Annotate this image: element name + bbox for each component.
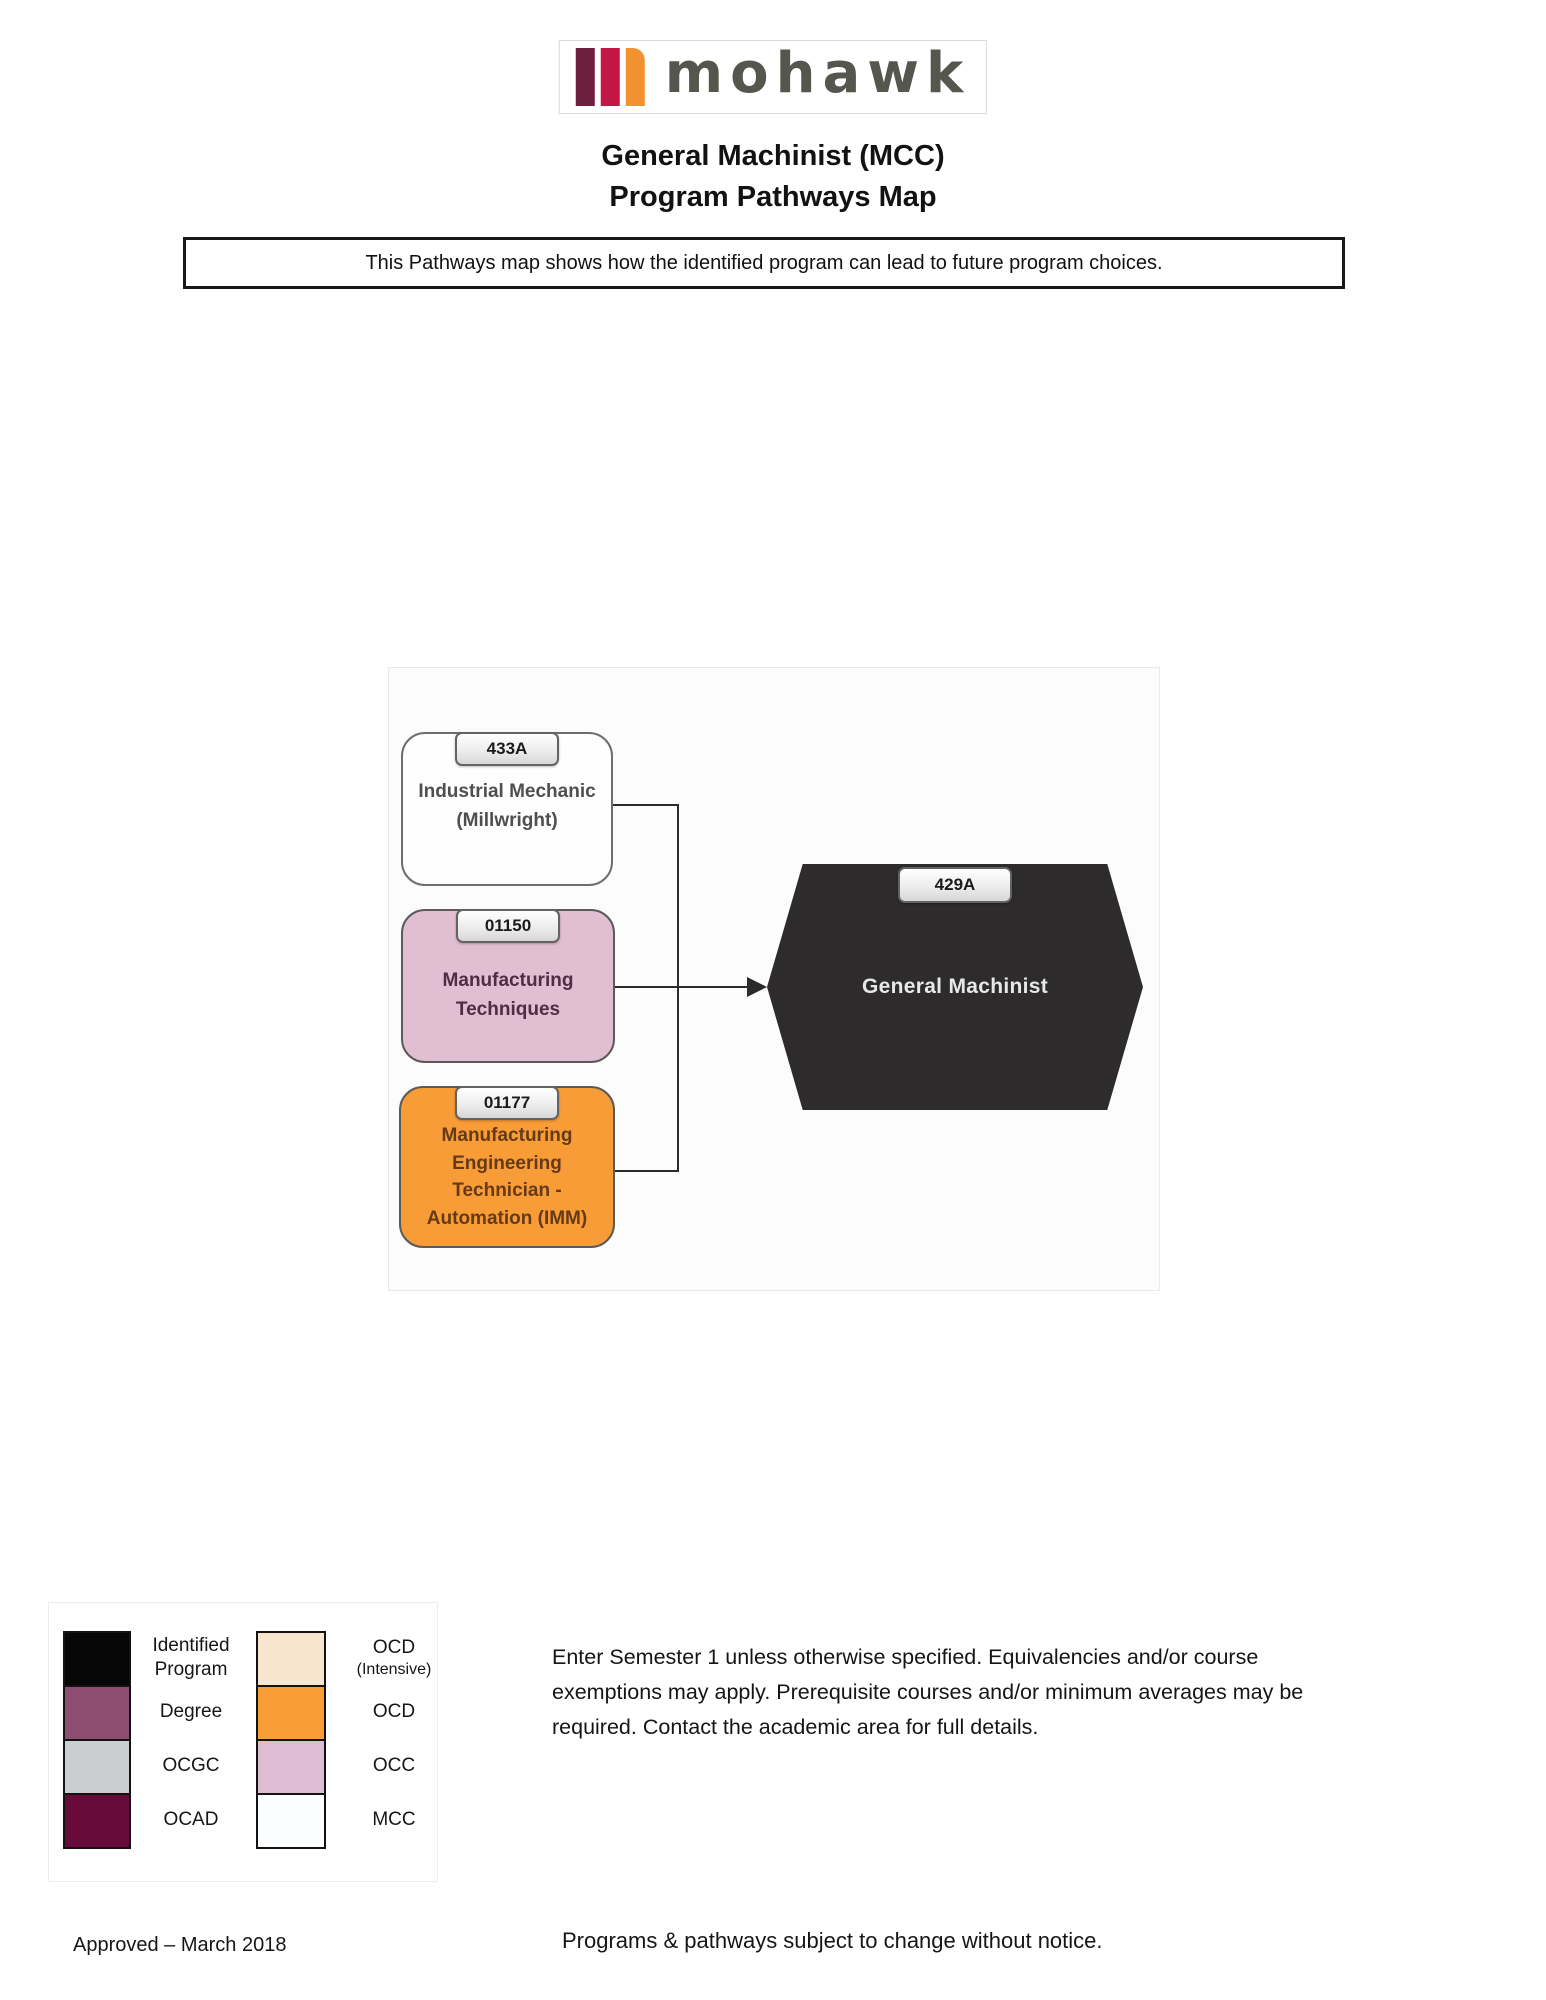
logo-bar-crimson	[601, 48, 620, 106]
target-program-name: General Machinist	[862, 975, 1048, 998]
connector-arrow-line	[615, 986, 751, 988]
legend-swatch-ocgc	[63, 1739, 131, 1795]
brand-wordmark: mohawk	[664, 41, 971, 106]
program-code: 429A	[934, 875, 976, 894]
legend-swatch-occ	[256, 1739, 326, 1795]
legend-label-mcc: MCC	[372, 1809, 416, 1831]
program-code: 01177	[483, 1093, 531, 1112]
connector-433a	[613, 804, 679, 806]
footer-disclaimer: Programs & pathways subject to change without notice.	[562, 1928, 1103, 1953]
instruction-banner	[183, 237, 1345, 289]
program-node-01177	[399, 1086, 615, 1248]
logo-bar-maroon	[576, 48, 595, 106]
legend-swatch-ocd-intensive	[256, 1631, 326, 1687]
arrowhead-icon	[747, 977, 767, 997]
legend-label-ocad: OCAD	[163, 1809, 219, 1831]
legend-swatch-mcc	[256, 1793, 326, 1849]
mohawk-logo	[559, 40, 987, 114]
legend-swatch-degree	[63, 1685, 131, 1741]
program-node-433a	[401, 732, 613, 886]
legend-label-ocgc: OCGC	[162, 1755, 220, 1777]
legend-label-ocd-intensive	[332, 1631, 456, 1685]
program-node-01150	[401, 909, 615, 1063]
program-code-tab-01150	[456, 909, 560, 943]
program-name: Industrial Mechanic (Millwright)	[418, 781, 596, 831]
credential-legend	[48, 1602, 438, 1882]
logo-bar-orange	[626, 48, 645, 106]
connector-01177	[615, 1170, 679, 1172]
mohawk-logo-bars-icon	[576, 48, 645, 106]
enrolment-notes: Enter Semester 1 unless otherwise specified. Equivalencies and/or course exemptions may apply. Prerequisite courses and/or minimum averages may be required. Contact the academic area for full details.	[552, 1645, 1304, 1739]
program-code-tab-01177	[455, 1086, 559, 1120]
legend-label-occ: OCC	[372, 1755, 416, 1777]
page-subtitle: Program Pathways Map	[609, 181, 937, 213]
legend-label-identified-program: Identified Program	[152, 1635, 230, 1680]
legend-swatch-ocd	[256, 1685, 326, 1741]
target-program-node-429a	[767, 864, 1143, 1110]
program-code-tab-433a	[455, 732, 559, 766]
legend-swatch-ocad	[63, 1793, 131, 1849]
legend-label-ocd: OCD	[372, 1701, 416, 1723]
legend-swatch-identified-program	[63, 1631, 131, 1687]
legend-label-degree: Degree	[159, 1701, 223, 1723]
program-code: 433A	[486, 739, 528, 758]
program-name: Manufacturing Techniques	[442, 970, 574, 1020]
program-name: Manufacturing Engineering Technician - Automation (IMM)	[426, 1125, 588, 1229]
pathways-diagram	[388, 667, 1160, 1291]
program-code-tab-429a	[898, 867, 1012, 903]
footer-approved-date: Approved – March 2018	[73, 1934, 287, 1956]
legend-label-text: OCD	[372, 1637, 416, 1659]
instruction-banner-text: This Pathways map shows how the identified program can lead to future program choices.	[365, 251, 1163, 274]
legend-sublabel-text: (Intensive)	[356, 1660, 432, 1678]
program-code: 01150	[484, 916, 532, 935]
connector-vertical	[677, 804, 679, 1172]
page-title: General Machinist (MCC)	[601, 140, 945, 172]
